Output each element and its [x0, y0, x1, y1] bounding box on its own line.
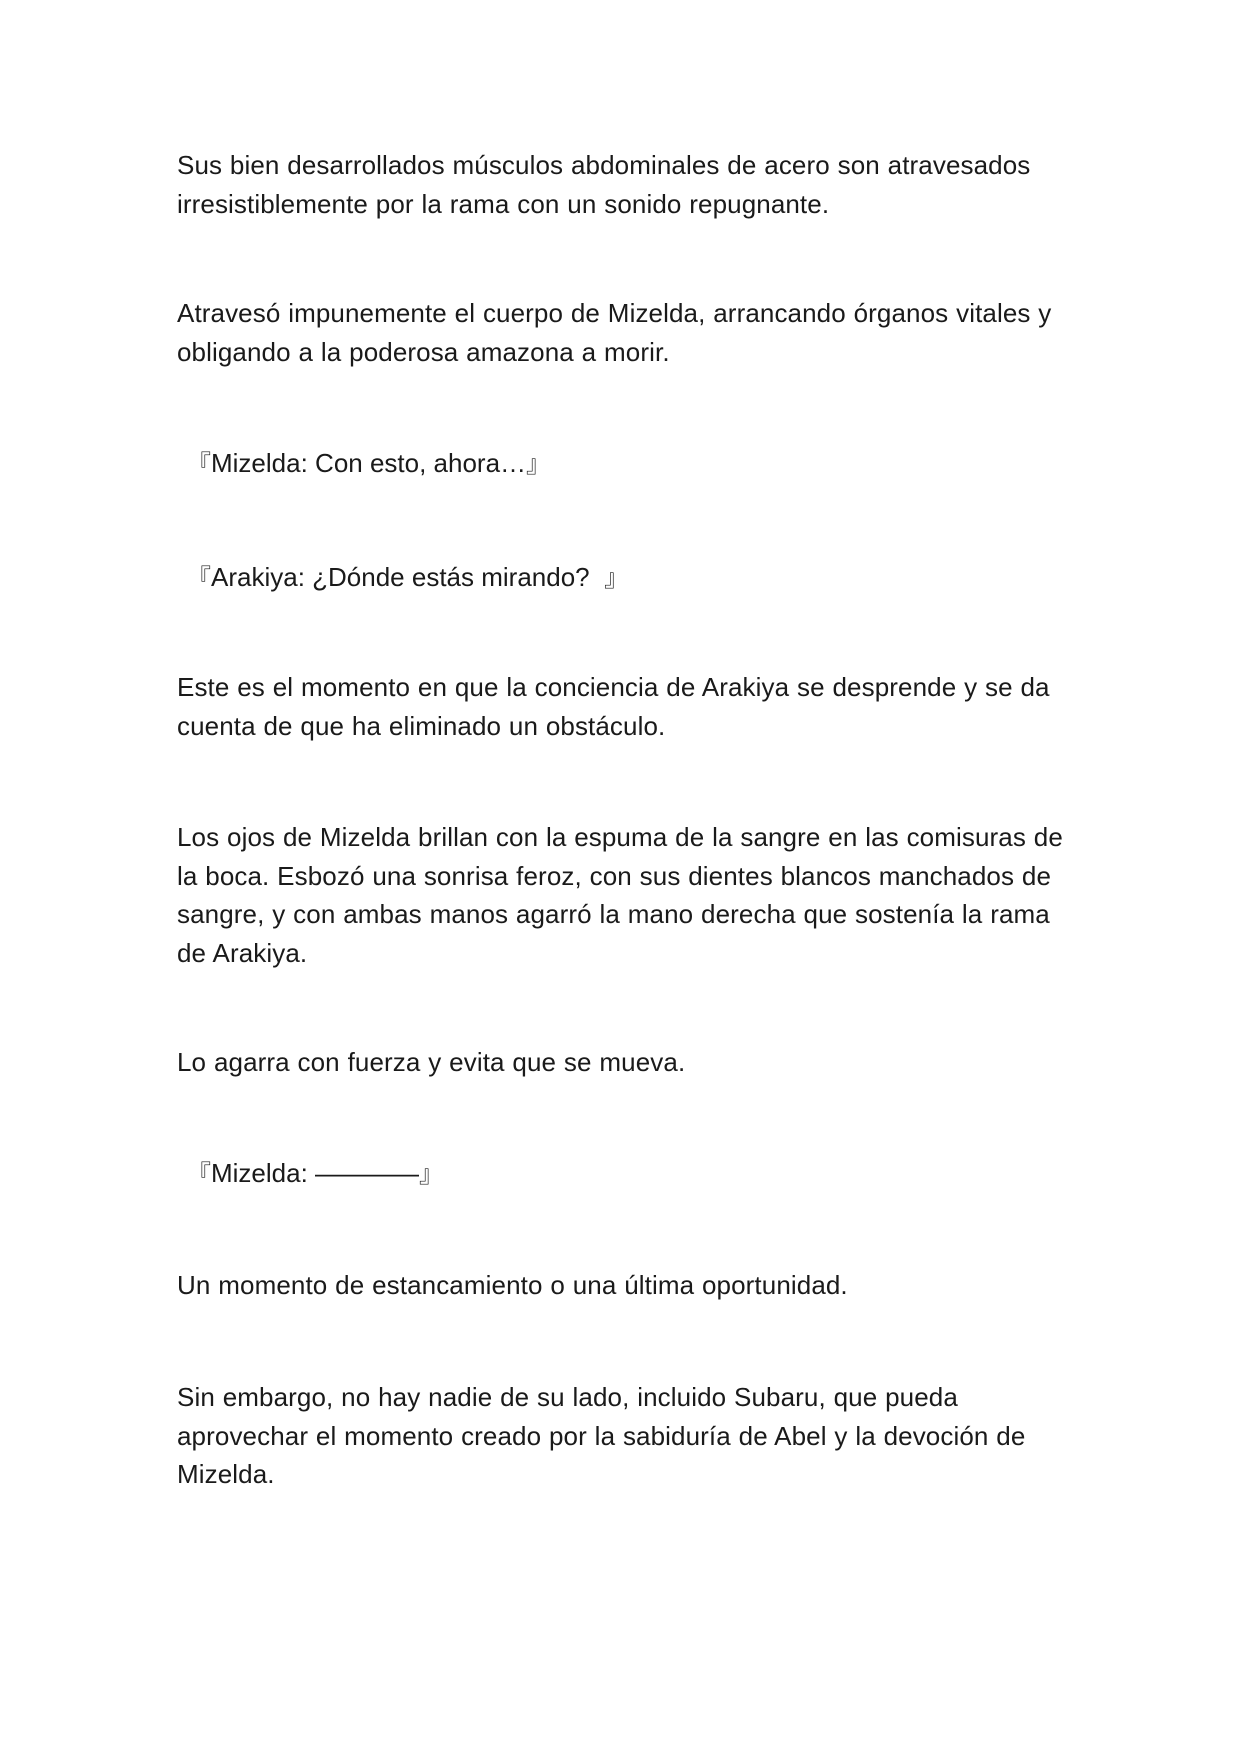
- dialogue-close-bracket: 』: [419, 1160, 444, 1188]
- paragraph-3: Este es el momento en que la conciencia de Arakiya se desprende y se da cuenta de que ha eliminado un obstáculo.: [177, 672, 1050, 741]
- dialogue-close-bracket: 』: [526, 450, 551, 478]
- dialogue-open-bracket: 『: [187, 564, 211, 592]
- dialogue-line-2: [187, 558, 628, 598]
- paragraph-1: Sus bien desarrollados músculos abdominales de acero son atravesados irresistiblemente por la rama con un sonido repugnante.: [177, 150, 1031, 219]
- dialogue-text: Arakiya: ¿Dónde estás mirando?: [211, 562, 605, 592]
- paragraph-5: Lo agarra con fuerza y evita que se mueva.: [177, 1047, 686, 1077]
- dialogue-text: Mizelda: ————: [211, 1158, 420, 1188]
- paragraph-7: Sin embargo, no hay nadie de su lado, incluido Subaru, que pueda aprovechar el momento creado por la sabiduría de Abel y la devoción de Mizelda.: [177, 1382, 1026, 1489]
- dialogue-open-bracket: 『: [187, 1160, 211, 1188]
- dialogue-open-bracket: 『: [187, 450, 211, 478]
- dialogue-line-1: [187, 444, 550, 484]
- dialogue-line-3: [187, 1154, 443, 1194]
- paragraph-2: Atravesó impunemente el cuerpo de Mizelda, arrancando órganos vitales y obligando a la poderosa amazona a morir.: [177, 298, 1052, 367]
- paragraph-6: Un momento de estancamiento o una última oportunidad.: [177, 1270, 848, 1300]
- dialogue-close-bracket: 』: [604, 564, 629, 592]
- dialogue-text: Mizelda: Con esto, ahora…: [211, 448, 527, 478]
- paragraph-4: Los ojos de Mizelda brillan con la espuma de la sangre en las comisuras de la boca. Esbozó una sonrisa feroz, con sus dientes blancos manchados de sangre, y con ambas manos agarró la mano derecha que sostenía la rama de Arakiya.: [177, 822, 1063, 968]
